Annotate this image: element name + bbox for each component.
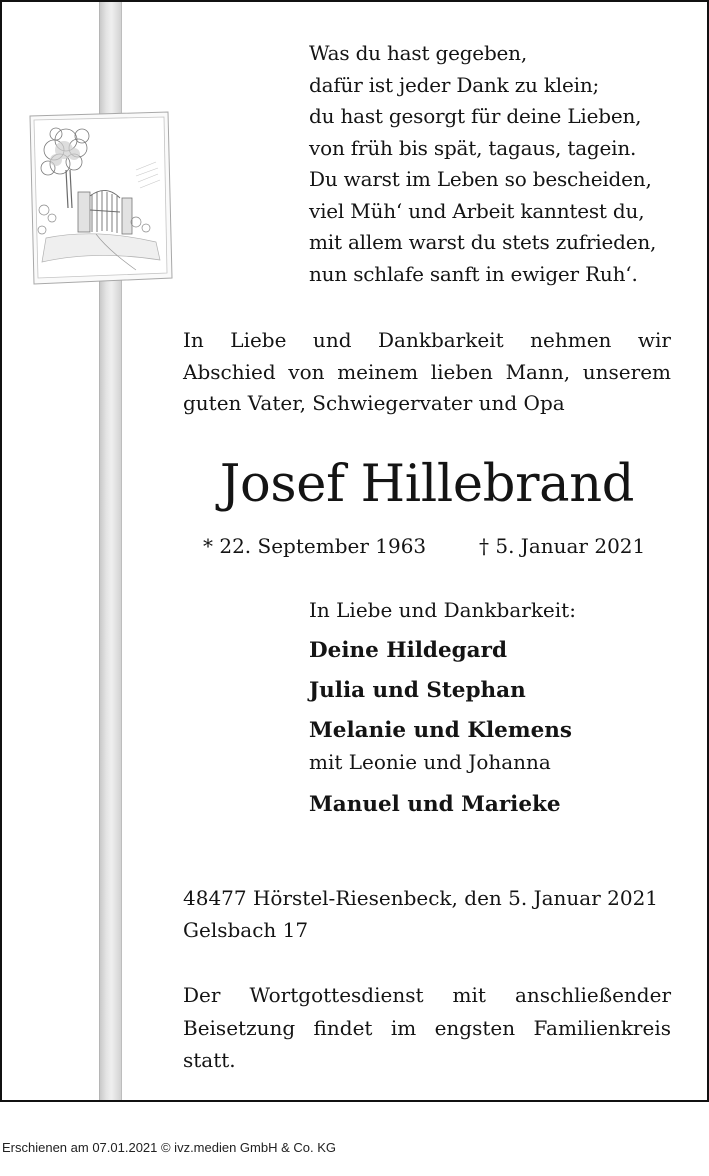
grandchildren: mit Leonie und Johanna bbox=[309, 750, 551, 774]
service-line: Beisetzung findet im engsten Familienkreis bbox=[183, 1015, 671, 1040]
birth-date: * 22. September 1963 bbox=[203, 534, 427, 558]
mourner-name: Manuel und Marieke bbox=[309, 792, 561, 817]
intro-line: guten Vater, Schwiegervater und Opa bbox=[183, 391, 565, 415]
mourners-intro: In Liebe und Dankbarkeit: bbox=[309, 598, 576, 622]
mourner-name: Julia und Stephan bbox=[309, 678, 526, 703]
garden-gate-illustration bbox=[26, 110, 176, 295]
death-date: † 5. Januar 2021 bbox=[479, 534, 646, 558]
poem-line: nun schlafe sanft in ewiger Ruh‘. bbox=[309, 261, 638, 286]
address-line: Gelsbach 17 bbox=[183, 918, 309, 942]
farewell-intro bbox=[183, 325, 671, 420]
address bbox=[183, 882, 671, 946]
service-line: Der Wortgottesdienst mit anschließender bbox=[183, 983, 671, 1007]
mourner-name: Deine Hildegard bbox=[309, 638, 507, 663]
deceased-name: Josef Hillebrand bbox=[219, 455, 635, 514]
poem-line: von früh bis spät, tagaus, tagein. bbox=[309, 135, 637, 160]
poem-line: Du warst im Leben so bescheiden, bbox=[309, 167, 652, 191]
service-notice bbox=[183, 979, 671, 1077]
poem-line: mit allem warst du stets zufrieden, bbox=[309, 230, 657, 254]
mourner-name: Melanie und Klemens bbox=[309, 718, 573, 743]
poem-line: du hast gesorgt für deine Lieben, bbox=[309, 104, 642, 128]
service-line: statt. bbox=[183, 1048, 236, 1072]
poem-line: Was du hast gegeben, bbox=[309, 41, 528, 65]
publication-footer: Erschienen am 07.01.2021 © ivz.medien GmbH & Co. KG bbox=[2, 1140, 337, 1155]
intro-line: In Liebe und Dankbarkeit nehmen wir bbox=[183, 328, 671, 352]
address-line: 48477 Hörstel-Riesenbeck, den 5. Januar 2021 bbox=[183, 886, 659, 910]
poem-line: viel Müh‘ und Arbeit kanntest du, bbox=[309, 198, 645, 223]
intro-line: Abschied von meinem lieben Mann, unserem bbox=[183, 359, 671, 384]
poem-line: dafür ist jeder Dank zu klein; bbox=[309, 72, 600, 97]
mourners-list bbox=[309, 595, 689, 825]
poem bbox=[309, 38, 689, 290]
